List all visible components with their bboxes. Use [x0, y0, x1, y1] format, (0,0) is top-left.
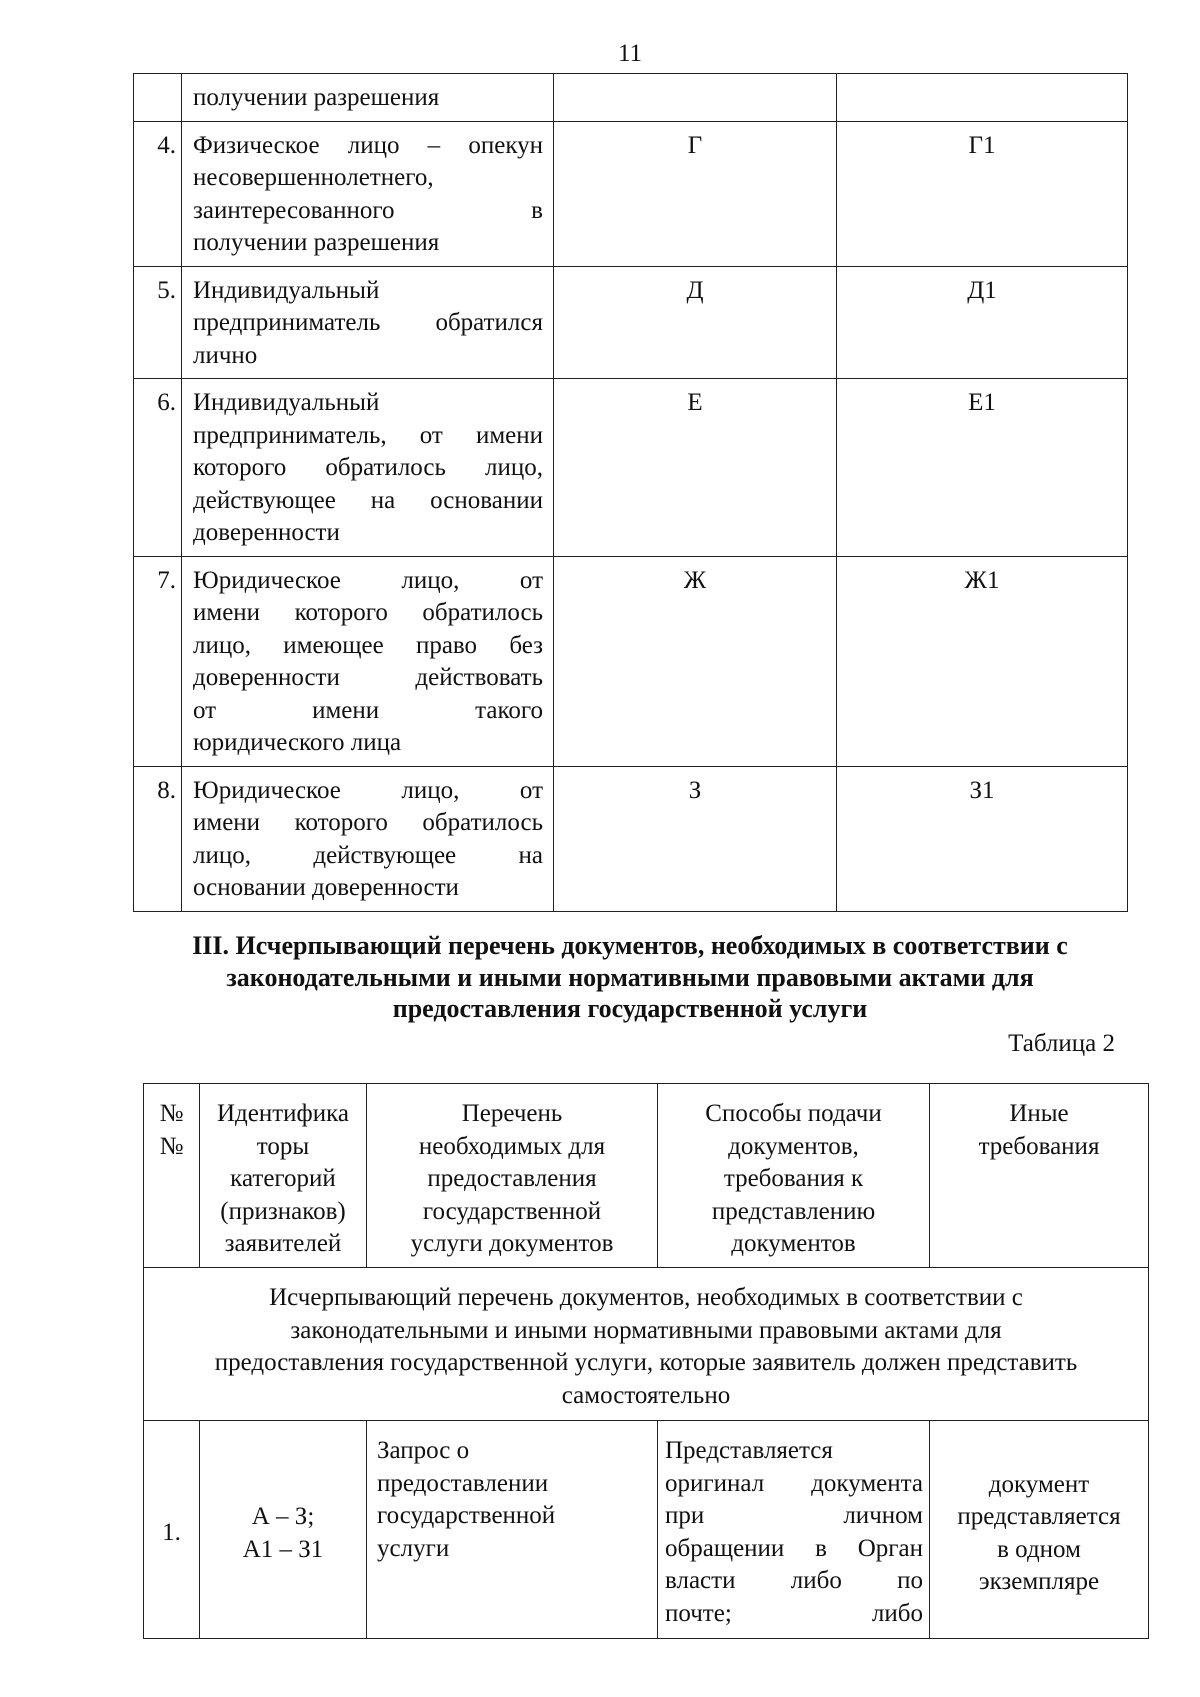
- row-number: [134, 74, 182, 122]
- category-code: Г: [554, 121, 837, 266]
- other-requirements: документ представляется в одном экземпляре: [930, 1421, 1149, 1639]
- column-header-number: № №: [144, 1084, 200, 1268]
- row-number: 5.: [134, 266, 182, 379]
- row-number: 7.: [134, 556, 182, 766]
- page-number: 11: [617, 40, 643, 67]
- category-code: Ж: [554, 556, 837, 766]
- full-width-caption: Исчерпывающий перечень документов, необходимых в соответствии с законодательными и иными нормативными правовыми актами для предоставления государственной услуги, которые заявитель должен представить самостоятельно: [144, 1268, 1149, 1421]
- table-label: Таблица 2: [1008, 1030, 1115, 1057]
- category-code: Е: [554, 379, 837, 557]
- applicant-description: Физическое лицо – опекун несовершеннолетнего, заинтересованного в получении разрешения: [182, 121, 554, 266]
- table-subheader-row: [144, 1268, 1149, 1421]
- column-header-identifiers: Идентифика торы категорий (признаков) заявителей: [200, 1084, 367, 1268]
- row-number: 6.: [134, 379, 182, 557]
- applicant-description: Индивидуальный предприниматель обратился лично: [182, 266, 554, 379]
- category-code-secondary: Д1: [837, 266, 1128, 379]
- applicant-description: Юридическое лицо, от имени которого обратилось лицо, действующее на основании доверенности: [182, 766, 554, 911]
- table-row: [134, 766, 1128, 911]
- section-heading: III. Исчерпывающий перечень документов, необходимых в соответствии с законодательными и иными нормативными правовыми актами для предоставления государственной услуги: [192, 931, 1068, 1023]
- column-header-requirements: Иные требования: [930, 1084, 1149, 1268]
- table-row: [144, 1421, 1149, 1639]
- table-row: [134, 74, 1128, 122]
- applicant-categories-table: [133, 73, 1128, 912]
- document-name: Запрос о предоставлении государственной услуги: [367, 1421, 658, 1639]
- category-code-secondary: Г1: [837, 121, 1128, 266]
- category-code: Д: [554, 266, 837, 379]
- table-row: [134, 266, 1128, 379]
- applicant-description: Индивидуальный предприниматель, от имени которого обратилось лицо, действующее на основании доверенности: [182, 379, 554, 557]
- documents-table: [143, 1083, 1149, 1639]
- category-code: З: [554, 766, 837, 911]
- row-number: 8.: [134, 766, 182, 911]
- column-header-documents: Перечень необходимых для предоставления государственной услуги документов: [367, 1084, 658, 1268]
- table-row: [134, 121, 1128, 266]
- table-row: [134, 379, 1128, 557]
- column-header-methods: Способы подачи документов, требования к представлению документов: [658, 1084, 930, 1268]
- category-code: [554, 74, 837, 122]
- category-identifiers: А – З; А1 – З1: [200, 1421, 367, 1639]
- table-header-row: [144, 1084, 1149, 1268]
- row-number: 4.: [134, 121, 182, 266]
- row-number: 1.: [144, 1421, 200, 1639]
- table-row: [134, 556, 1128, 766]
- category-code-secondary: Е1: [837, 379, 1128, 557]
- category-code-secondary: Ж1: [837, 556, 1128, 766]
- applicant-description: Юридическое лицо, от имени которого обратилось лицо, имеющее право без доверенности действовать от имени такого юридического лица: [182, 556, 554, 766]
- submission-methods: Представляется оригинал документа при личном обращении в Орган власти либо по почте; либо: [658, 1421, 930, 1639]
- category-code-secondary: [837, 74, 1128, 122]
- category-code-secondary: З1: [837, 766, 1128, 911]
- applicant-description: получении разрешения: [182, 74, 554, 122]
